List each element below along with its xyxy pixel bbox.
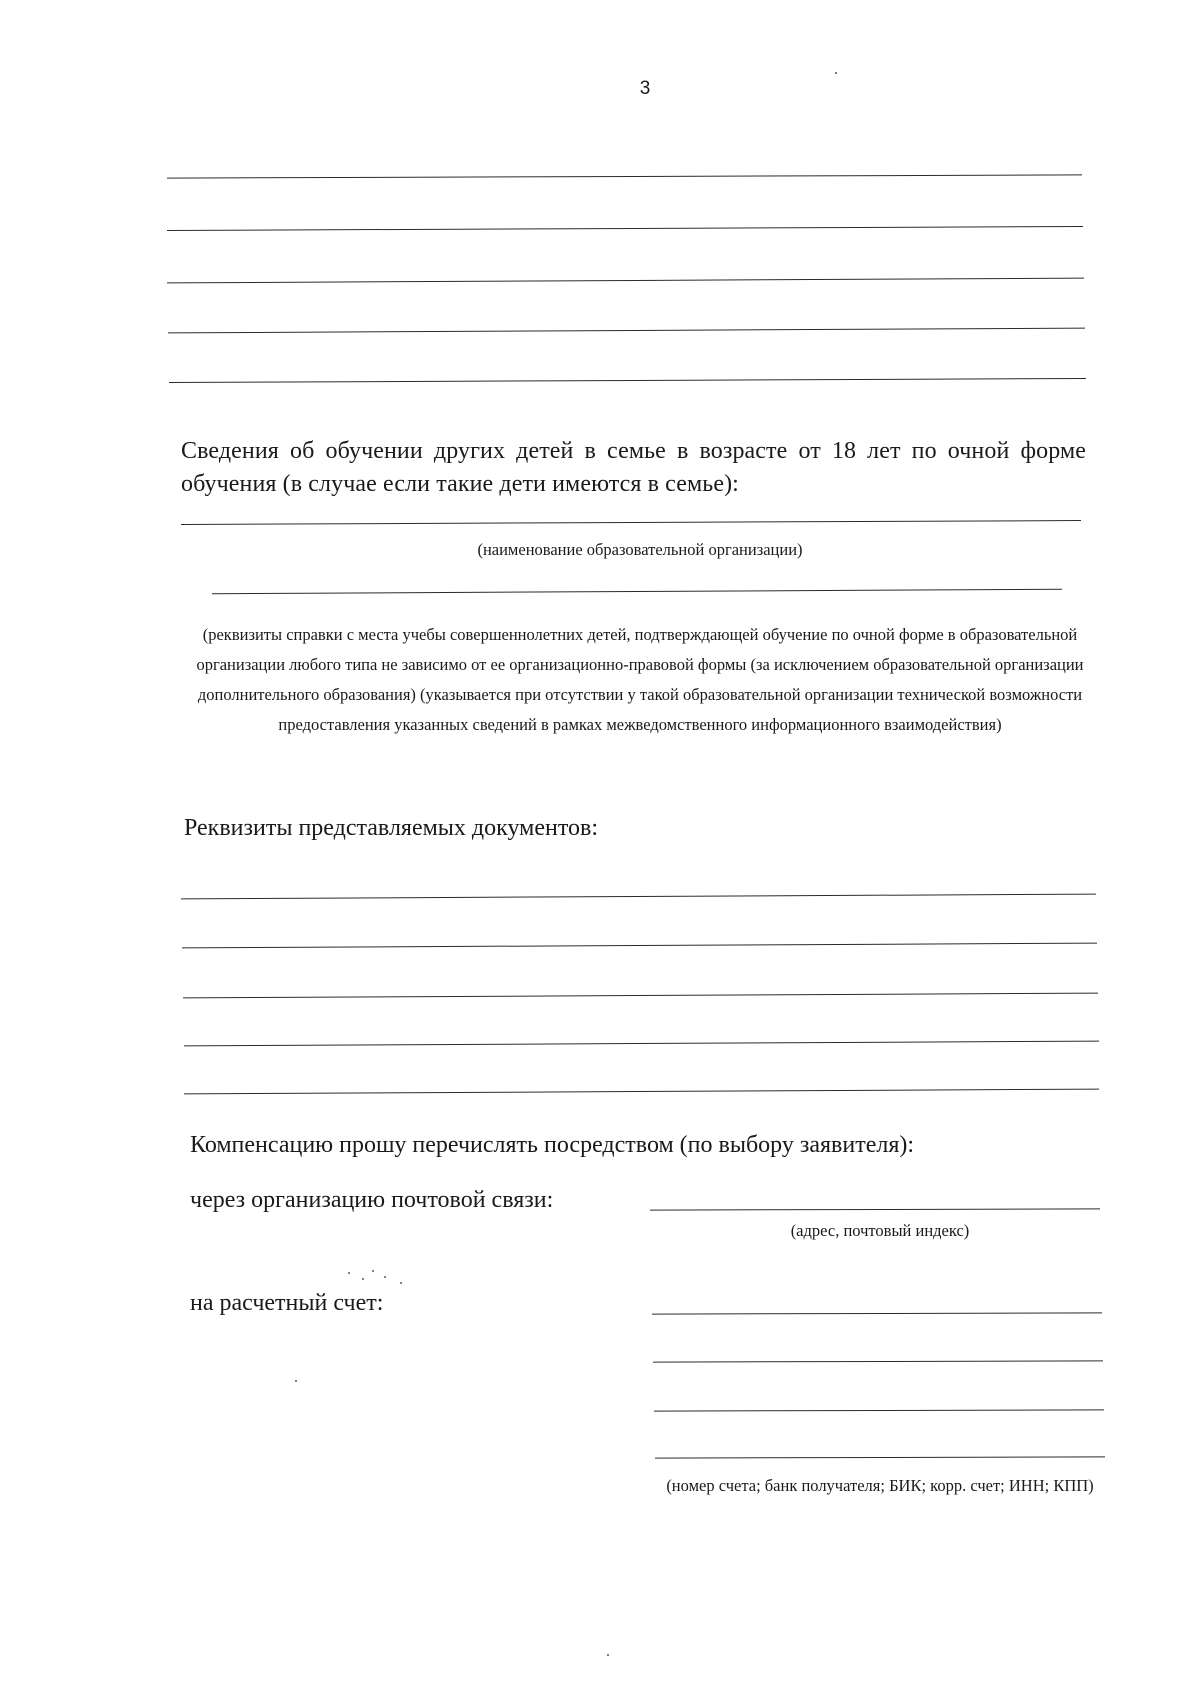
- blank-line[interactable]: [169, 378, 1086, 383]
- blank-line[interactable]: [167, 278, 1084, 284]
- blank-line[interactable]: [167, 174, 1082, 178]
- certificate-line[interactable]: [212, 589, 1062, 594]
- postal-address-line[interactable]: [650, 1208, 1100, 1210]
- scan-speck: [348, 1272, 350, 1274]
- scan-speck: [835, 72, 837, 74]
- org-name-line[interactable]: [181, 520, 1081, 525]
- scan-speck: [362, 1278, 364, 1280]
- certificate-caption: (реквизиты справки с места учебы совершеннолетних детей, подтверждающей обучение по очной форме в образовательной организации любого типа не зависимо от ее организационно-правовой формы (за исключением образовательной организации дополнительного образования) (указывается при отсутствии у такой образовательной организации технической возможности предоставления указанных сведений в рамках межведомственного информационного взаимодействия): [196, 625, 1084, 734]
- account-line[interactable]: [655, 1456, 1105, 1458]
- account-label: на расчетный счет:: [190, 1290, 384, 1316]
- blank-line[interactable]: [167, 226, 1083, 231]
- documents-heading: Реквизиты представляемых документов:: [184, 815, 598, 841]
- account-line[interactable]: [653, 1360, 1103, 1362]
- account-line[interactable]: [654, 1409, 1104, 1411]
- blank-line[interactable]: [183, 993, 1098, 999]
- blank-line[interactable]: [184, 1041, 1099, 1047]
- blank-line[interactable]: [181, 894, 1096, 900]
- scan-speck: [607, 1654, 609, 1656]
- scan-speck: [400, 1282, 402, 1284]
- account-line[interactable]: [652, 1312, 1102, 1314]
- scan-speck: [295, 1380, 297, 1382]
- org-name-caption: (наименование образовательной организации): [477, 540, 803, 559]
- account-caption: (номер счета; банк получателя; БИК; корр. счет; ИНН; КПП): [666, 1476, 1094, 1495]
- blank-line[interactable]: [184, 1089, 1099, 1095]
- education-heading: Сведения об обучении других детей в семье в возрасте от 18 лет по очной форме обучения (в случае если такие дети имеются в семье):: [181, 438, 1086, 497]
- blank-line[interactable]: [182, 943, 1097, 949]
- blank-line[interactable]: [168, 328, 1085, 334]
- scan-speck: [372, 1270, 374, 1272]
- postal-address-caption: (адрес, почтовый индекс): [790, 1221, 970, 1240]
- scan-speck: [384, 1276, 386, 1278]
- postal-label: через организацию почтовой связи:: [190, 1187, 554, 1213]
- payment-heading: Компенсацию прошу перечислять посредством (по выбору заявителя):: [190, 1132, 915, 1158]
- page-number: 3: [639, 78, 651, 99]
